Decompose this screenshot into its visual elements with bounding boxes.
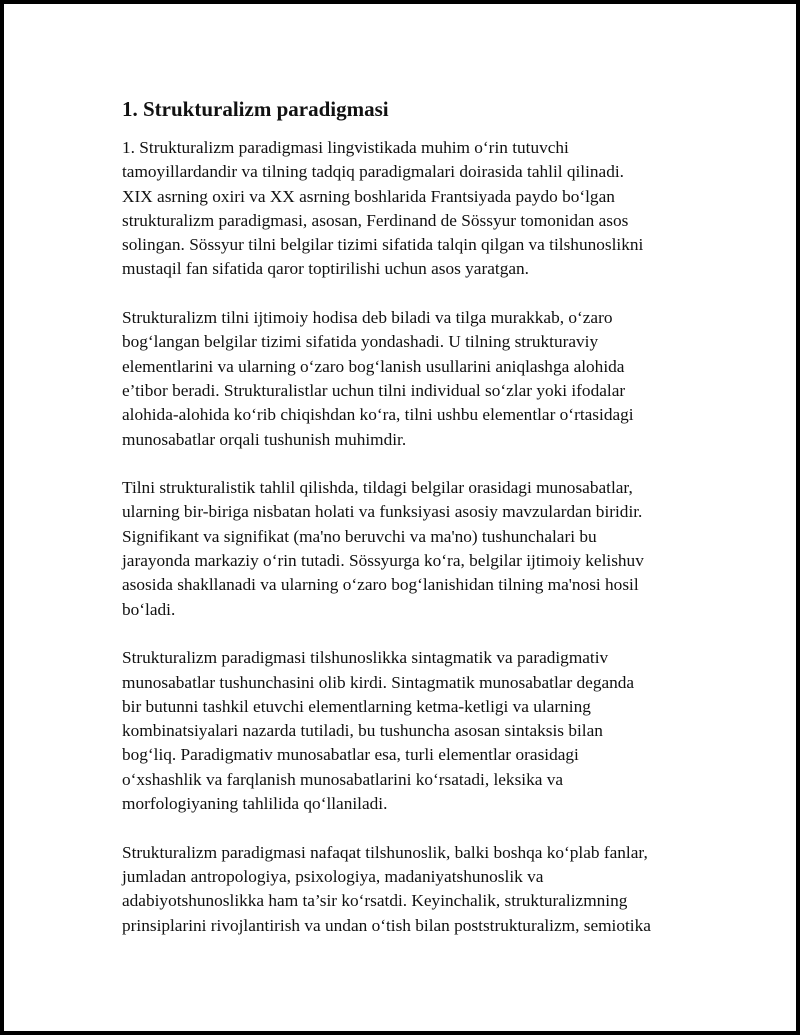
text-line: ularning bir-biriga nisbatan holati va funksiyasi asosiy mavzulardan biridir. <box>122 502 643 522</box>
text-line: alohida-alohida ko‘rib chiqishdan ko‘ra, tilni ushbu elementlar o‘rtasidagi <box>122 405 634 425</box>
text-line: e’tibor beradi. Strukturalistlar uchun tilni individual so‘zlar yoki ifodalar <box>122 380 626 400</box>
text-line: elementlarini va ularning o‘zaro bog‘lanish usullarini aniqlashga alohida <box>122 356 625 376</box>
text-line: Strukturalizm tilni ijtimoiy hodisa deb biladi va tilga murakkab, o‘zaro <box>122 308 613 328</box>
text-line: 1. Strukturalizm paradigmasi lingvistikada muhim o‘rin tutuvchi <box>122 138 569 157</box>
text-line: morfologiyaning tahlilida qo‘llaniladi. <box>122 794 388 814</box>
section-heading: 1. Strukturalizm paradigmasi <box>122 97 389 121</box>
text-line: o‘xshashlik va farqlanish munosabatlarini ko‘rsatadi, leksika va <box>122 769 564 789</box>
text-line: munosabatlar tushunchasini olib kirdi. Sintagmatik munosabatlar deganda <box>122 672 635 692</box>
text-line: strukturalizm paradigmasi, asosan, Ferdinand de Sössyur tomonidan asos <box>122 210 629 230</box>
text-line: Tilni strukturalistik tahlil qilishda, tildagi belgilar orasidagi munosabatlar, <box>122 478 633 498</box>
text-line: kombinatsiyalari nazarda tutiladi, bu tushuncha asosan sintaksis bilan <box>122 721 603 741</box>
text-line: XIX asrning oxiri va XX asrning boshlarida Frantsiyada paydo bo‘lgan <box>122 186 615 206</box>
text-line: solingan. Sössyur tilni belgilar tizimi sifatida talqin qilgan va tilshunoslikni <box>122 235 644 255</box>
text-line: asosida shakllanadi va ularning o‘zaro bog‘lanishidan tilning ma'nosi hosil <box>122 575 639 595</box>
text-line: Strukturalizm paradigmasi tilshunoslikka sintagmatik va paradigmativ <box>122 648 609 668</box>
text-line: bog‘langan belgilar tizimi sifatida yondashadi. U tilning strukturaviy <box>122 332 599 352</box>
text-line: mustaqil fan sifatida qaror toptirilishi uchun asos yaratgan. <box>122 259 529 279</box>
paragraph-3 <box>122 476 697 622</box>
paragraph-4 <box>122 646 697 816</box>
paragraph-5 <box>122 841 697 938</box>
text-line: jumladan antropologiya, psixologiya, madaniyatshunoslik va <box>122 866 544 886</box>
text-line: bo‘ladi. <box>122 599 176 619</box>
text-line: tamoyillardandir va tilning tadqiq paradigmalari doirasida tahlil qilinadi. <box>122 162 624 182</box>
text-line: adabiyotshunoslikka ham ta’sir ko‘rsatdi. Keyinchalik, strukturalizmning <box>122 891 628 911</box>
text-line: bir butunni tashkil etuvchi elementlarning ketma-ketligi va ularning <box>122 696 591 716</box>
text-line: prinsiplarini rivojlantirish va undan o‘tish bilan poststrukturalizm, semiotika <box>122 915 651 935</box>
text-line: Strukturalizm paradigmasi nafaqat tilshunoslik, balki boshqa ko‘plab fanlar, <box>122 842 648 862</box>
paragraph-1 <box>122 136 697 282</box>
text-line: munosabatlar orqali tushunish muhimdir. <box>122 429 407 449</box>
text-line: jarayonda markaziy o‘rin tutadi. Sössyurga ko‘ra, belgilar ijtimoiy kelishuv <box>122 551 644 571</box>
text-line: bog‘liq. Paradigmativ munosabatlar esa, turli elementlar orasidagi <box>122 745 579 765</box>
document-content <box>122 96 697 962</box>
text-line: Signifikant va signifikat (ma'no beruvchi va ma'no) tushunchalari bu <box>122 526 597 546</box>
paragraph-2 <box>122 306 697 452</box>
